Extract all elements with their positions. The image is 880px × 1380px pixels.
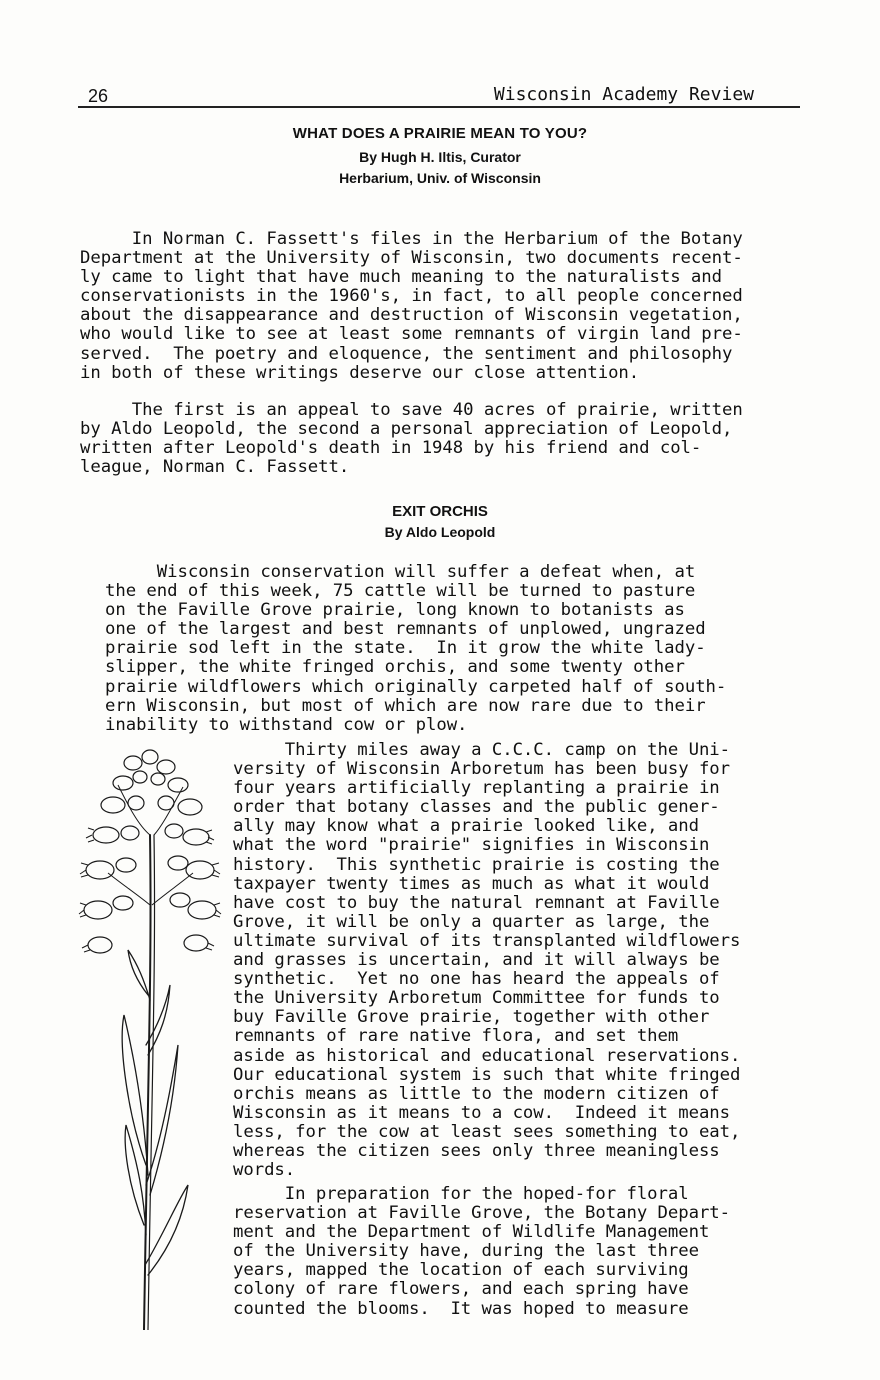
orchid-drawing-icon [78,745,228,1330]
body-paragraph: In preparation for the hoped-for floral reservation at Faville Grove, the Botany Depart- ment and the Department of Wildlife Management of the University have, during the last three years, mapped the location of each surviving colony of rare flowers, and each spring have counted the blooms. It was hoped to measure [233,1184,731,1319]
section-title: EXIT ORCHIS [392,503,488,520]
intro-paragraph: The first is an appeal to save 40 acres of prairie, written by Aldo Leopold, the second a personal appreciation of Leopold, written after Leopold's death in 1948 by his friend and col- league, Norman C. Fassett. [80,400,743,478]
author-affiliation: Herbarium, Univ. of Wisconsin [339,170,541,186]
body-paragraph: Thirty miles away a C.C.C. camp on the Uni- versity of Wisconsin Arboretum has been busy for four years artificially replanting a prairie in order that botany classes and the public gener- ally may know what a prairie looked like, and what the word "prairie" signifies in Wisconsin history. This synthetic prairie is costing the taxpayer twenty times as much as what it would have cost to buy the natural remnant at Faville Grove, it will be only a quarter as large, the ultimate survival of its transplanted wildflowers and grasses is uncertain, and it will always be synthetic. Yet no one has heard the appeals of the University Arboretum Committee for funds to buy Faville Grove prairie, together with other remnants of rare native flora, and set them aside as historical and educational reservations. Our educational system is such that white fringed orchis means as little to the modern citizen of Wisconsin as it means to a cow. Indeed it means less, for the cow at least sees something to eat, whereas the citizen sees only three meaningless words. [233,740,741,1181]
intro-paragraph: In Norman C. Fassett's files in the Herbarium of the Botany Department at the University of Wisconsin, two documents recent- ly came to light that have much meaning to the naturalists and conservationists in the 1960's, in fact, to all people concerned about the disappearance and destruction of Wisconsin vegetation, who would like to see at least some remnants of virgin land pre- served. The poetry and eloquence, the sentiment and philosophy in both of these writings deserve our close attention. [80,229,743,383]
body-paragraph: Wisconsin conservation will suffer a defeat when, at the end of this week, 75 cattle will be turned to pasture on the Faville Grove prairie, long known to botanists as one of the largest and best remnants of unplowed, ungrazed prairie sod left in the state. In it grow the white lady- slipper, the white fringed orchis, and some twenty other prairie wildflowers which originally carpeted half of south- ern Wisconsin, but most of which are now rare due to their inability to withstand cow or plow. [105,562,727,735]
page-number: 26 [88,86,109,106]
author-byline: By Hugh H. Iltis, Curator [359,149,521,165]
section-byline: By Aldo Leopold [384,524,496,540]
running-header [78,84,800,108]
article-title: WHAT DOES A PRAIRIE MEAN TO YOU? [292,125,588,142]
journal-title: Wisconsin Academy Review [493,84,754,105]
